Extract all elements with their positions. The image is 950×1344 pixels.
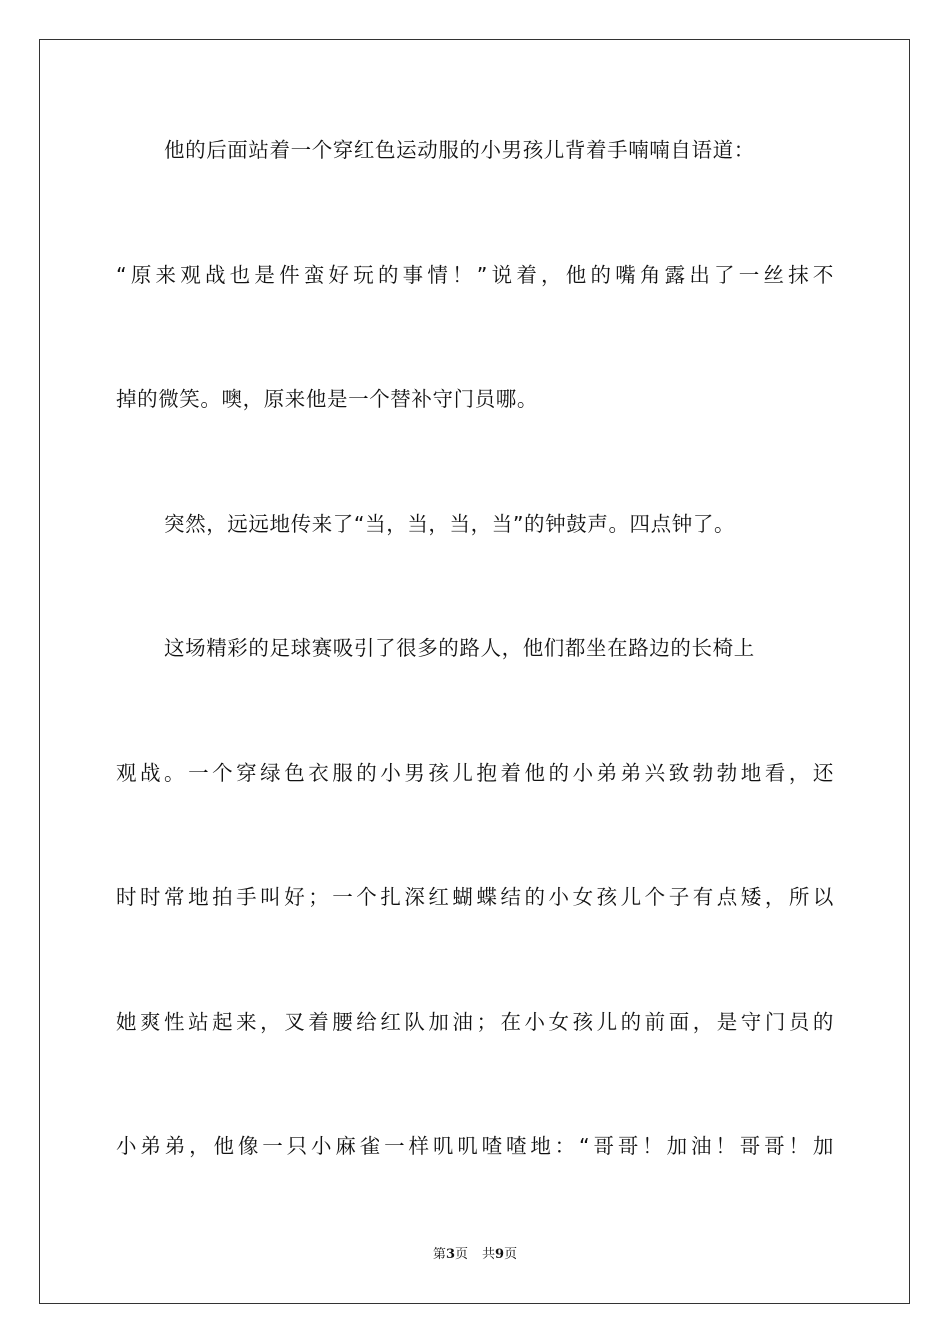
page-prefix: 第 [432,1247,446,1262]
text-line-4: 突然，远远地传来了“当，当，当，当”的钟鼓声。四点钟了。 [164,512,736,536]
text-line-6: 观战。一个穿绿色衣服的小男孩儿抱着他的小弟弟兴致勃勃地看，还 [116,761,834,785]
text-line-3: 掉的微笑。噢，原来他是一个替补守门员哪。 [116,387,538,411]
text-line-1: 他的后面站着一个穿红色运动服的小男孩儿背着手喃喃自语道： [164,138,755,162]
text-line-8: 她爽性站起来，叉着腰给红队加油；在小女孩儿的前面，是守门员的 [116,1010,834,1034]
total-prefix: 共 [482,1247,496,1262]
text-line-9: 小弟弟，他像一只小麻雀一样叽叽喳喳地：“哥哥！加油！哥哥！加 [116,1134,834,1158]
text-line-7: 时时常地拍手叫好；一个扎深红蝴蝶结的小女孩儿个子有点矮，所以 [116,885,834,909]
total-page-number: 9 [495,1247,505,1262]
total-suffix: 页 [504,1247,518,1262]
page-border [39,39,910,1304]
current-page-number: 3 [445,1247,455,1262]
page-suffix: 页 [454,1247,468,1262]
page-footer [0,1246,950,1264]
text-line-2: “原来观战也是件蛮好玩的事情！”说着，他的嘴角露出了一丝抹不 [116,263,834,287]
text-line-5: 这场精彩的足球赛吸引了很多的路人，他们都坐在路边的长椅上 [164,636,755,660]
